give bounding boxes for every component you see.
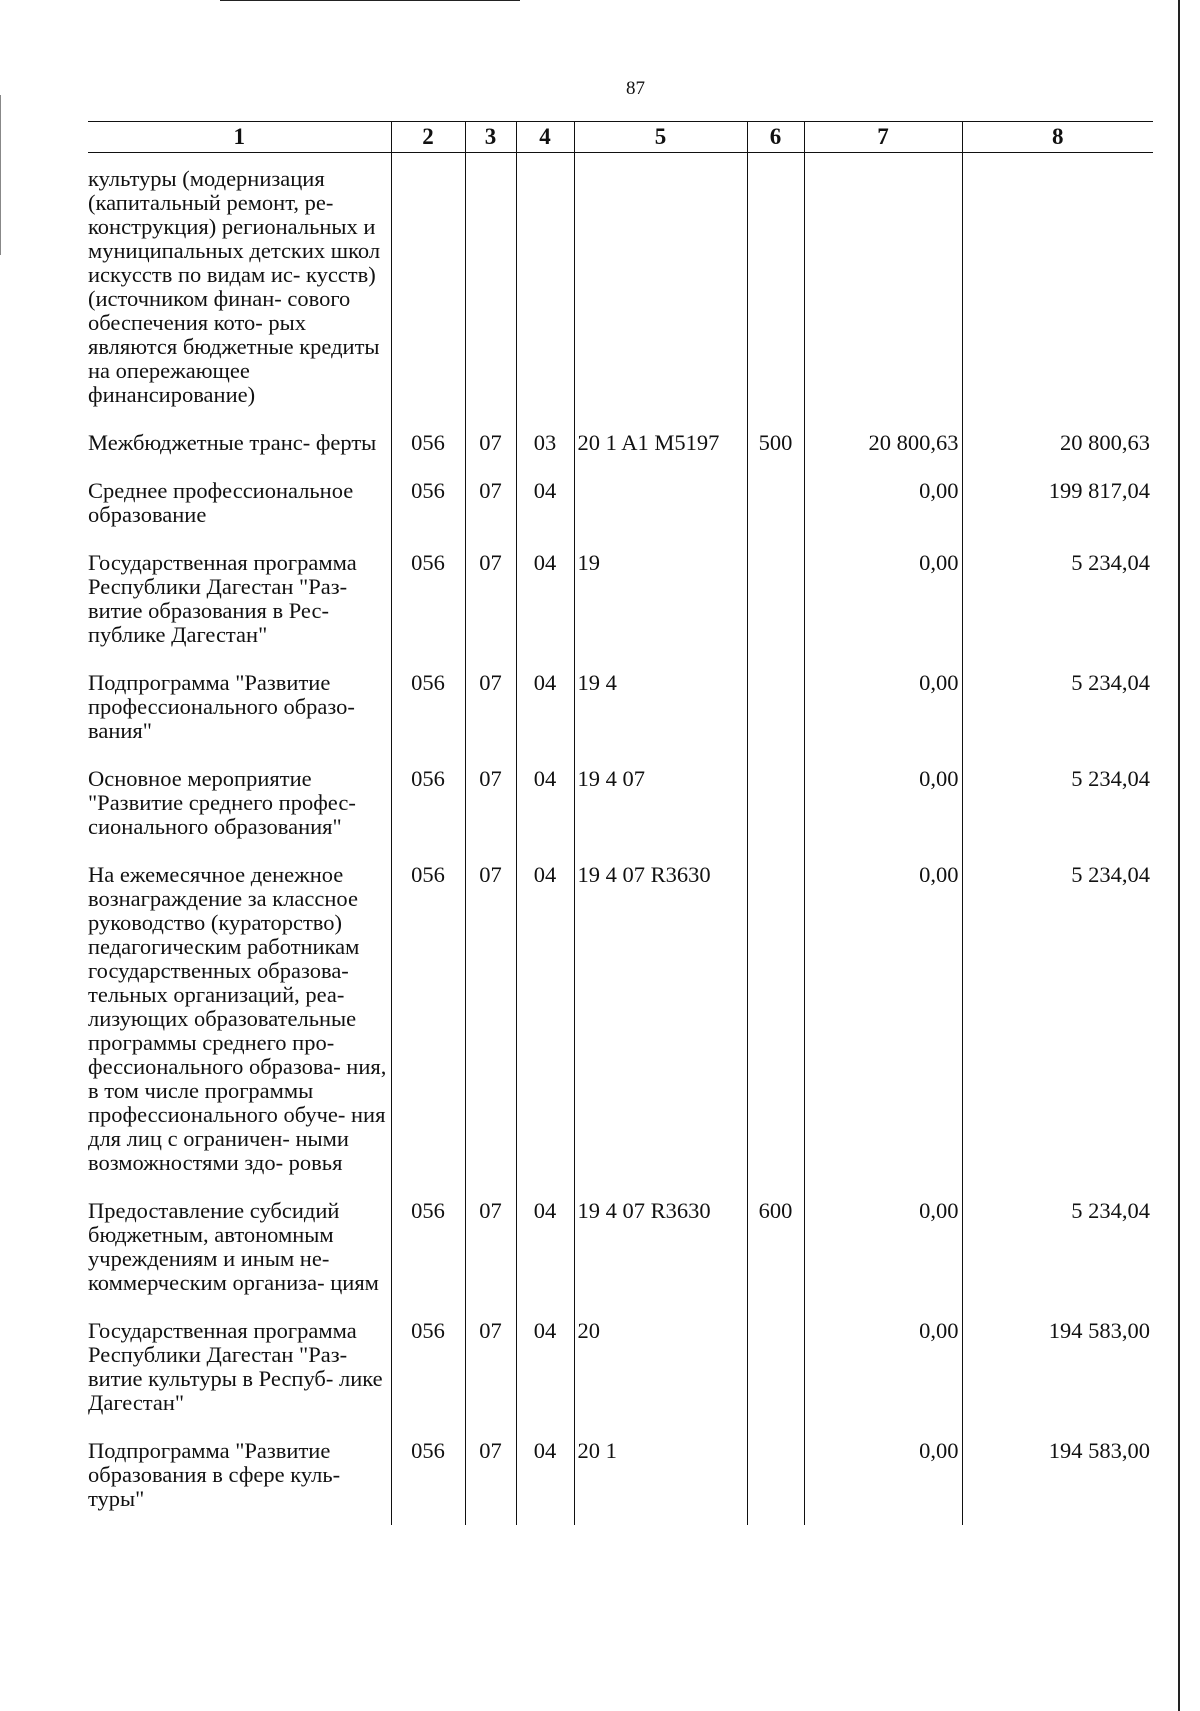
row-gap xyxy=(88,1175,1153,1199)
row-amount-7: 0,00 xyxy=(804,551,962,647)
row-section-code: 07 xyxy=(465,1199,516,1295)
row-amount-8: 5 234,04 xyxy=(962,1199,1153,1295)
row-expense-type: 600 xyxy=(747,1199,804,1295)
row-ministry-code: 056 xyxy=(391,1199,465,1295)
row-target-article: 19 4 07 xyxy=(574,767,747,839)
row-subsection-code xyxy=(516,167,574,407)
table-row xyxy=(88,767,1153,839)
row-description: Государственная программа Республики Дагестан "Раз- витие образования в Рес- публике Дагестан" xyxy=(88,551,391,647)
row-target-article: 20 xyxy=(574,1319,747,1415)
table-row xyxy=(88,671,1153,743)
scan-right-edge xyxy=(1178,0,1180,1711)
row-expense-type xyxy=(747,767,804,839)
row-section-code: 07 xyxy=(465,671,516,743)
row-description: Основное мероприятие "Развитие среднего профес- сионального образования" xyxy=(88,767,391,839)
col-header-3: 3 xyxy=(465,122,516,153)
row-gap xyxy=(88,839,1153,863)
row-description: Среднее профессиональное образование xyxy=(88,479,391,527)
row-ministry-code: 056 xyxy=(391,551,465,647)
row-description: Межбюджетные транс- ферты xyxy=(88,431,391,455)
table-row xyxy=(88,1319,1153,1415)
table-row xyxy=(88,479,1153,527)
row-amount-8: 20 800,63 xyxy=(962,431,1153,455)
row-target-article: 19 4 07 R3630 xyxy=(574,1199,747,1295)
row-section-code: 07 xyxy=(465,767,516,839)
budget-table xyxy=(88,121,1153,1525)
row-section-code: 07 xyxy=(465,431,516,455)
row-subsection-code: 04 xyxy=(516,1199,574,1295)
row-subsection-code: 04 xyxy=(516,671,574,743)
col-header-6: 6 xyxy=(747,122,804,153)
row-target-article: 20 1 xyxy=(574,1439,747,1511)
col-header-7: 7 xyxy=(804,122,962,153)
row-expense-type xyxy=(747,479,804,527)
row-target-article: 20 1 A1 M5197 xyxy=(574,431,747,455)
row-description: Подпрограмма "Развитие профессионального образо- вания" xyxy=(88,671,391,743)
row-amount-7: 0,00 xyxy=(804,863,962,1175)
row-amount-7: 0,00 xyxy=(804,671,962,743)
row-gap xyxy=(88,407,1153,431)
row-amount-8: 199 817,04 xyxy=(962,479,1153,527)
row-description: Предоставление субсидий бюджетным, автономным учреждениям и иным не- коммерческим организа- циям xyxy=(88,1199,391,1295)
row-amount-8: 5 234,04 xyxy=(962,767,1153,839)
row-target-article: 19 xyxy=(574,551,747,647)
row-section-code: 07 xyxy=(465,1439,516,1511)
row-expense-type: 500 xyxy=(747,431,804,455)
row-target-article: 19 4 07 R3630 xyxy=(574,863,747,1175)
row-gap xyxy=(88,455,1153,479)
row-subsection-code: 03 xyxy=(516,431,574,455)
row-subsection-code: 04 xyxy=(516,1439,574,1511)
row-gap xyxy=(88,1415,1153,1439)
row-subsection-code: 04 xyxy=(516,863,574,1175)
row-ministry-code: 056 xyxy=(391,1439,465,1511)
row-subsection-code: 04 xyxy=(516,551,574,647)
page-number: 87 xyxy=(626,78,645,99)
row-ministry-code xyxy=(391,167,465,407)
col-header-2: 2 xyxy=(391,122,465,153)
header-row xyxy=(88,122,1153,153)
row-amount-8: 194 583,00 xyxy=(962,1439,1153,1511)
col-header-1: 1 xyxy=(88,122,391,153)
row-target-article xyxy=(574,479,747,527)
row-amount-7: 0,00 xyxy=(804,767,962,839)
row-expense-type xyxy=(747,863,804,1175)
row-ministry-code: 056 xyxy=(391,671,465,743)
row-description: Подпрограмма "Развитие образования в сфере куль- туры" xyxy=(88,1439,391,1511)
row-section-code: 07 xyxy=(465,1319,516,1415)
table-row xyxy=(88,167,1153,407)
row-expense-type xyxy=(747,1439,804,1511)
row-target-article xyxy=(574,167,747,407)
row-expense-type xyxy=(747,167,804,407)
row-target-article: 19 4 xyxy=(574,671,747,743)
table-row xyxy=(88,1199,1153,1295)
row-amount-7 xyxy=(804,167,962,407)
row-amount-7: 0,00 xyxy=(804,1319,962,1415)
row-ministry-code: 056 xyxy=(391,1319,465,1415)
top-spacer-row xyxy=(88,153,1153,168)
row-gap xyxy=(88,1295,1153,1319)
col-header-8: 8 xyxy=(962,122,1153,153)
row-amount-7: 0,00 xyxy=(804,1199,962,1295)
table-row xyxy=(88,1439,1153,1511)
row-expense-type xyxy=(747,1319,804,1415)
row-section-code: 07 xyxy=(465,479,516,527)
row-section-code: 07 xyxy=(465,551,516,647)
row-amount-8 xyxy=(962,167,1153,407)
row-ministry-code: 056 xyxy=(391,479,465,527)
col-header-4: 4 xyxy=(516,122,574,153)
row-section-code xyxy=(465,167,516,407)
row-amount-8: 5 234,04 xyxy=(962,671,1153,743)
table-row xyxy=(88,863,1153,1175)
row-expense-type xyxy=(747,551,804,647)
row-description: культуры (модернизация (капитальный ремонт, ре- конструкция) региональных и муниципальных детских школ искусств по видам ис- кусств) (источником финан- сового обеспечения кото- рых являются бюджетные кредиты на опережающее финансирование) xyxy=(88,167,391,407)
row-subsection-code: 04 xyxy=(516,1319,574,1415)
row-description: Государственная программа Республики Дагестан "Раз- витие культуры в Респуб- лике Дагестан" xyxy=(88,1319,391,1415)
scan-left-mark xyxy=(0,95,1,255)
row-amount-8: 5 234,04 xyxy=(962,551,1153,647)
row-gap xyxy=(88,743,1153,767)
row-ministry-code: 056 xyxy=(391,767,465,839)
row-amount-7: 0,00 xyxy=(804,1439,962,1511)
row-subsection-code: 04 xyxy=(516,767,574,839)
row-description: На ежемесячное денежное вознаграждение за классное руководство (кураторство) педагогическим работникам государственных образова- тельных организаций, реа- лизующих образовательные программы среднего про- фессионального образова- ния, в том числе программы профессионального обуче- ния для лиц с ограничен- ными возможностями здо- ровья xyxy=(88,863,391,1175)
row-amount-8: 5 234,04 xyxy=(962,863,1153,1175)
row-amount-8: 194 583,00 xyxy=(962,1319,1153,1415)
table-row xyxy=(88,431,1153,455)
row-gap xyxy=(88,527,1153,551)
bottom-spacer-row xyxy=(88,1511,1153,1525)
col-header-5: 5 xyxy=(574,122,747,153)
row-amount-7: 20 800,63 xyxy=(804,431,962,455)
row-gap xyxy=(88,647,1153,671)
row-subsection-code: 04 xyxy=(516,479,574,527)
table-row xyxy=(88,551,1153,647)
row-ministry-code: 056 xyxy=(391,431,465,455)
row-section-code: 07 xyxy=(465,863,516,1175)
scan-top-edge xyxy=(220,0,520,1)
row-expense-type xyxy=(747,671,804,743)
row-ministry-code: 056 xyxy=(391,863,465,1175)
row-amount-7: 0,00 xyxy=(804,479,962,527)
